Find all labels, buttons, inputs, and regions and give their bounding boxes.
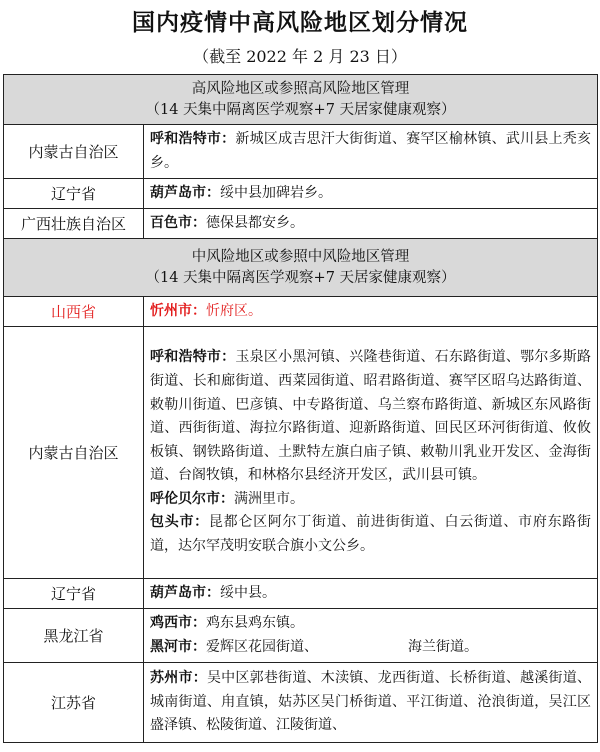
city-name: 呼和浩特市： — [150, 130, 236, 147]
high-risk-header-row — [4, 75, 598, 125]
city-name: 鸡西市： — [150, 614, 206, 631]
city-name: 葫芦岛市： — [150, 184, 220, 201]
city-name: 忻州市： — [150, 302, 206, 319]
table-row — [4, 579, 598, 609]
area-cell — [144, 609, 598, 663]
area-list: 忻府区。 — [206, 302, 262, 319]
area-list: 玉泉区小黑河镇、兴隆巷街道、石东路街道、鄂尔多斯路街道、长和廊街道、西菜园街道、昭君路街道、赛罕区昭乌达路街道、敕勒川街道、巴彦镇、中专路街道、乌兰察布路街道、新城区东风路街道、西街街道、海拉尔路街道、迎新路街道、回民区环河街街道、攸攸板镇、钢铁路街道、土默特左旗白庙子镇、敕勒川乳业开发区、金海街道、台阁牧镇，和林格尔县经济开发区，武川县可镇。 — [150, 349, 592, 484]
area-list: 爱辉区花园街道、 — [206, 638, 318, 655]
area-cell — [144, 209, 598, 239]
area-list: 绥中县。 — [220, 584, 276, 601]
risk-area-table — [3, 74, 598, 743]
medium-risk-header-note: （14 天集中隔离医学观察+7 天居家健康观察） — [145, 269, 456, 286]
province-cell: 广西壮族自治区 — [4, 209, 144, 239]
province-cell: 内蒙古自治区 — [4, 125, 144, 179]
area-cell — [144, 297, 598, 327]
area-cell — [144, 327, 598, 579]
province-cell: 辽宁省 — [4, 179, 144, 209]
table-row — [4, 327, 598, 579]
area-list: 鸡东县鸡东镇。 — [206, 614, 304, 631]
high-risk-header-title: 高风险地区或参照高风险地区管理 — [191, 80, 410, 97]
area-list: 德保县都安乡。 — [206, 214, 304, 231]
high-risk-header-note: （14 天集中隔离医学观察+7 天居家健康观察） — [145, 101, 456, 118]
high-risk-header — [4, 75, 598, 125]
table-row — [4, 663, 598, 743]
area-cell — [144, 579, 598, 609]
area-cell — [144, 125, 598, 179]
area-list: 吴中区郭巷街道、木渎镇、龙西街道、长桥街道、越溪街道、城南街道、甪直镇，姑苏区吴门桥街道、平江街道、沧浪街道，吴江区盛泽镇、松陵街道、江陵街道、 — [150, 670, 592, 734]
area-list: 海兰街道。 — [408, 638, 478, 655]
table-row — [4, 209, 598, 239]
medium-risk-header-row — [4, 239, 598, 297]
medium-risk-header — [4, 239, 598, 297]
area-list: 昆都仑区阿尔丁街道、前进街街道、白云街道、市府东路街道，达尔罕茂明安联合旗小文公乡。 — [150, 514, 592, 555]
city-name: 黑河市： — [150, 638, 206, 655]
area-cell — [144, 663, 598, 743]
area-list: 新城区成吉思汗大街街道、赛罕区榆林镇、武川县上秃亥乡。 — [150, 130, 592, 171]
page-title: 国内疫情中高风险地区划分情况 — [132, 10, 468, 36]
table-row — [4, 125, 598, 179]
medium-risk-header-title: 中风险地区或参照中风险地区管理 — [191, 248, 410, 265]
province-cell: 内蒙古自治区 — [4, 327, 144, 579]
table-row — [4, 297, 598, 327]
page-subtitle: （截至 2022 年 2 月 23 日） — [193, 47, 407, 66]
area-list: 绥中县加碑岩乡。 — [220, 184, 332, 201]
city-name: 百色市： — [150, 214, 206, 231]
province-cell: 江苏省 — [4, 663, 144, 743]
area-list: 满洲里市。 — [234, 490, 304, 507]
city-name: 葫芦岛市： — [150, 584, 220, 601]
city-name: 苏州市： — [150, 670, 207, 687]
city-name: 呼和浩特市： — [150, 349, 236, 366]
table-row — [4, 179, 598, 209]
area-cell — [144, 179, 598, 209]
province-cell: 辽宁省 — [4, 579, 144, 609]
province-cell: 黑龙江省 — [4, 609, 144, 663]
city-name: 包头市： — [150, 514, 209, 531]
province-cell: 山西省 — [4, 297, 144, 327]
table-row — [4, 609, 598, 663]
city-name: 呼伦贝尔市： — [150, 490, 234, 507]
